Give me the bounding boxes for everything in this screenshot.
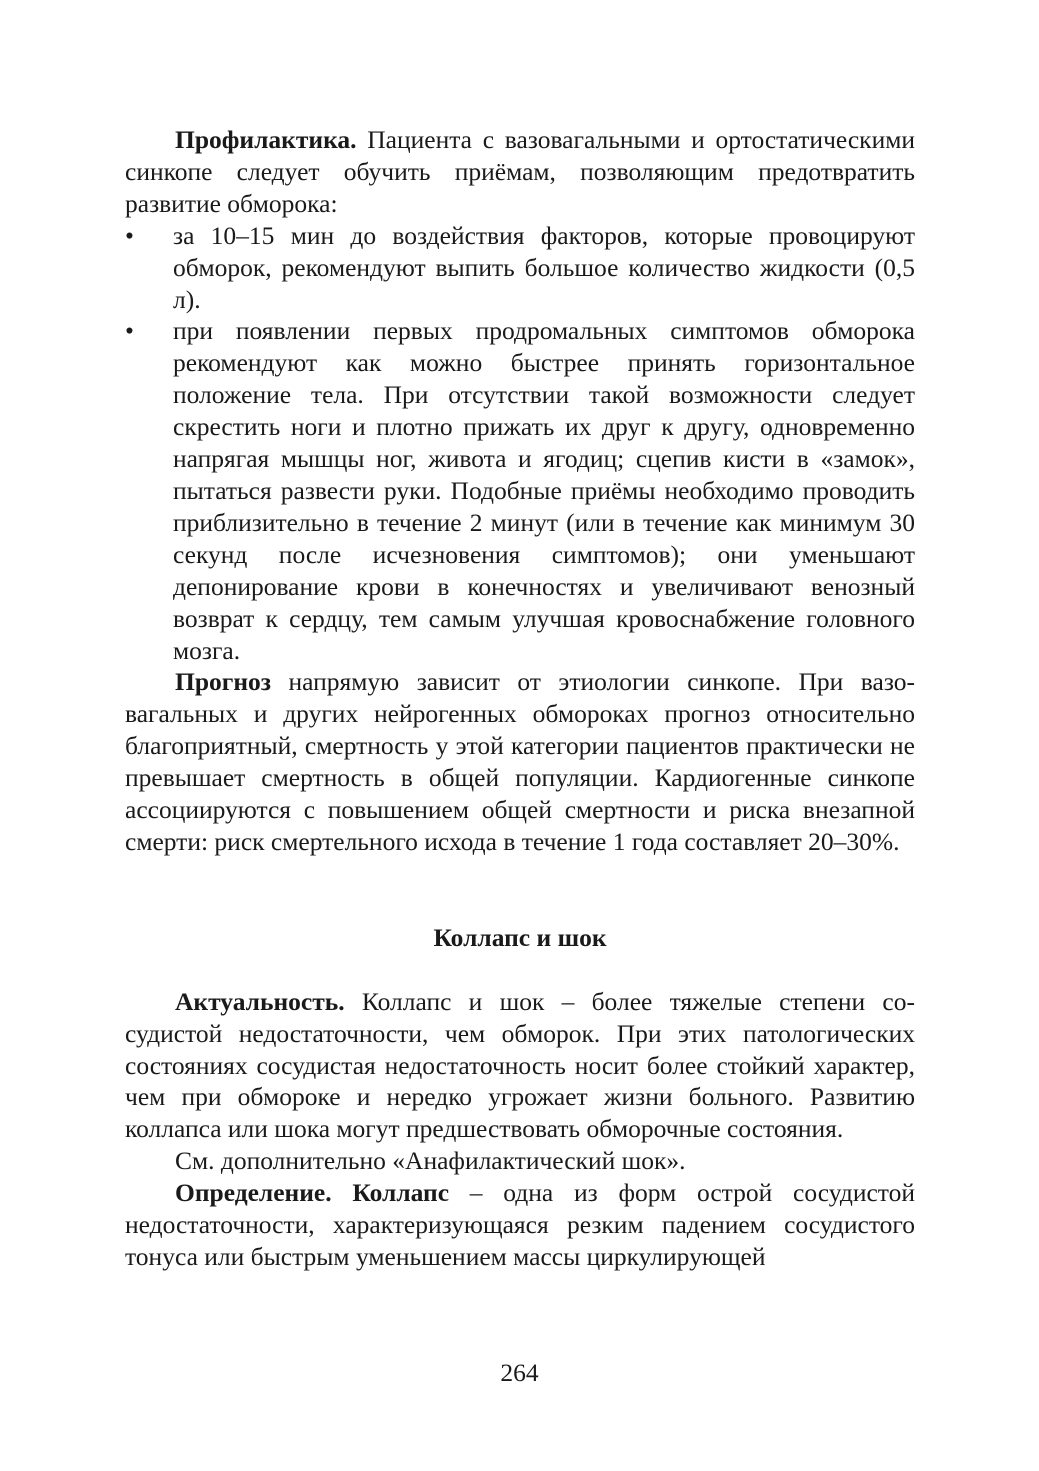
relevance-text: Коллапс и шок – более тяжелые степени сосудистой недостаточности, чем обморок. При этих патологических состояниях сосудистая недостаточность носит более стойкий характер, чем при обмороке и нередко угрожает жизни больного. Развитию коллапса или шока могут предшествовать обморочные состояния. — [125, 986, 915, 1144]
prevention-label: Профилактика. — [175, 125, 357, 154]
list-item — [125, 220, 915, 316]
prevention-list — [125, 220, 915, 667]
page-number: 264 — [500, 1358, 539, 1387]
prognosis-paragraph — [125, 666, 915, 857]
definition-label: Определение. — [175, 1178, 332, 1208]
prognosis-text: напрямую зависит от этиологии синкопе. При вазовагальных и других нейрогенных обмороках прогноз относительно благоприятный, смертность у этой категории пациентов практически не превышает смертность в общей популяции. Кардиогенные синкопе ассоциируются с повышением общей смертности и риска внезапной смерти: риск смертельного исхода в течение 1 года составляет 20–30%. — [125, 667, 915, 856]
bullet-marker: • — [125, 316, 134, 346]
list-item-text: за 10–15 мин до воздействия факторов, которые провоцируют обморок, рекомендуют выпить большое количество жидкости (0,5 л). — [173, 220, 915, 314]
prevention-intro: Пациента с вазовагальными и ортостатическими синкопе следует обучить приёмам, позволяющим предотвратить развитие обморока: — [125, 125, 915, 218]
list-item-text: при появлении первых продромальных симптомов обморока рекомендуют как можно быстрее принять горизонтальное положение тела. При отсутствии такой возможности следует скрестить ноги и плотно прижать их друг к другу, одновременно напрягая мышцы ног, живота и ягодиц; сцепив кисти в «замок», пытаться развести руки. Подобные приёмы необходимо проводить приблизительно в течение 2 минут (или в течение как минимум 30 секунд после исчезновения симптомов); они уменьшают депонирование крови в конечностях и увеличивают венозный возврат к сердцу, тем самым улучшая кровоснабжение головного мозга. — [173, 316, 915, 665]
prognosis-label: Прогноз — [175, 667, 272, 697]
definition-paragraph — [125, 1177, 915, 1273]
section-heading: Коллапс и шок — [433, 922, 607, 952]
definition-text: – одна из форм острой сосудистой недостаточности, характеризующаяся резким падением сосудистого тонуса или быстрым уменьшением массы циркулирующей — [125, 1178, 915, 1271]
relevance-label: Актуальность. — [175, 986, 345, 1016]
list-item — [125, 315, 915, 666]
page-body — [125, 124, 915, 1273]
prevention-paragraph — [125, 124, 915, 220]
bullet-marker: • — [125, 220, 134, 250]
definition-term: Коллапс — [352, 1178, 450, 1208]
relevance-paragraph — [125, 986, 915, 1146]
see-also-paragraph: См. дополнительно «Анафилактический шок». — [175, 1146, 686, 1176]
